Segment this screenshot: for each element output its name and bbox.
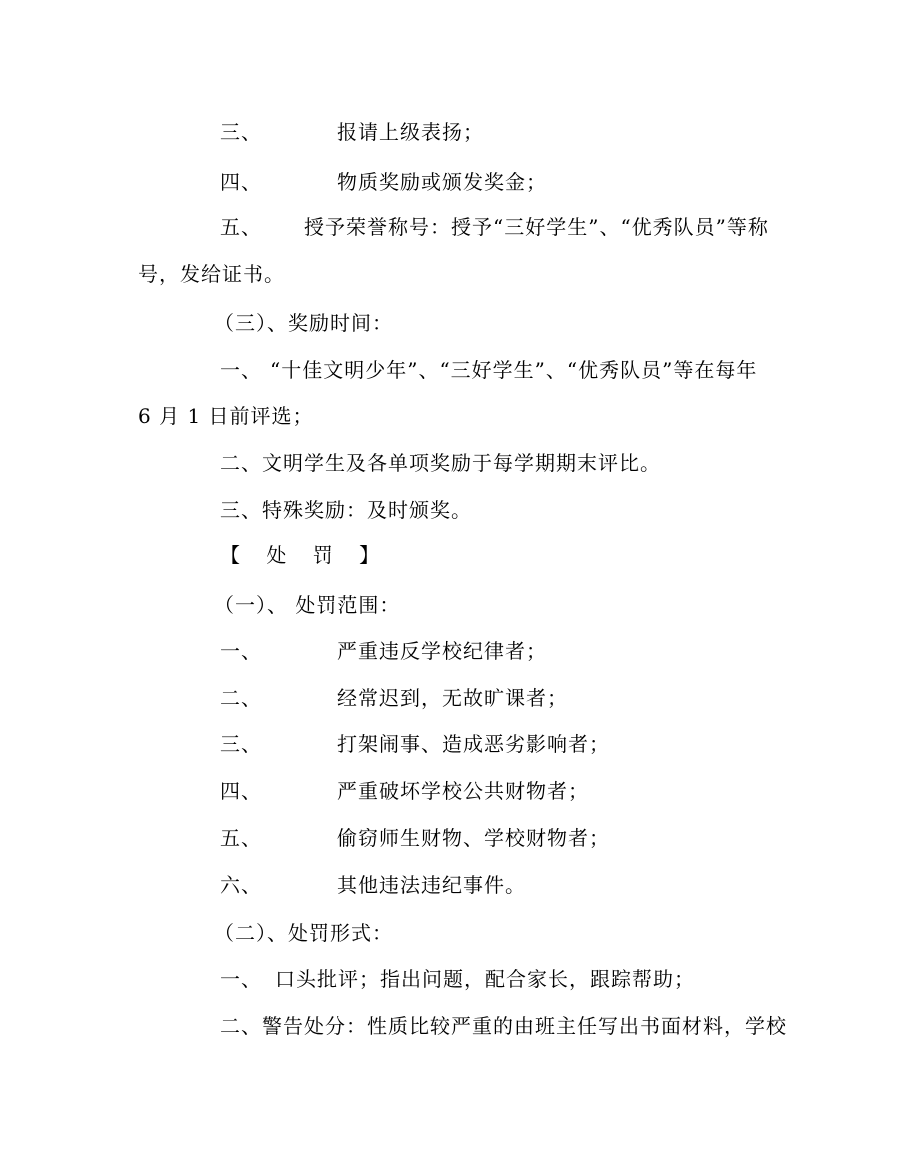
list-number: 五、 <box>220 215 262 239</box>
list-number: 一、 <box>220 967 262 991</box>
section-heading: （一）、 处罚范围： <box>214 593 401 617</box>
section-heading: （三）、奖励时间： <box>214 311 393 335</box>
list-item-text: 严重破坏学校公共财物者； <box>337 779 589 803</box>
section-heading: （二）、处罚形式： <box>214 921 393 945</box>
list-item-continuation: 6 月 1 日前评选； <box>138 404 314 428</box>
list-number: 四、 <box>220 779 262 803</box>
list-item-text: 偷窃师生财物、学校财物者； <box>337 826 610 850</box>
list-item-text: 打架闹事、造成恶劣影响者； <box>337 732 610 756</box>
list-number: 一、 <box>220 358 262 382</box>
list-number: 二、 <box>220 686 262 710</box>
list-item: 二、警告处分：性质比较严重的由班主任写出书面材料，学校 <box>220 1014 787 1038</box>
list-item-text: 其他违法违纪事件。 <box>337 873 526 897</box>
list-number: 三、 <box>220 120 262 144</box>
list-item-text: 口头批评；指出问题，配合家长，跟踪帮助； <box>275 967 695 991</box>
list-number: 三、 <box>220 732 262 756</box>
list-item-text: “十佳文明少年”、“三好学生”、“优秀队员”等在每年 <box>270 358 758 382</box>
list-item-text: 授予荣誉称号：授予“三好学生”、“优秀队员”等称 <box>304 215 769 239</box>
list-number: 四、 <box>220 170 262 194</box>
list-item-text: 经常迟到，无故旷课者； <box>337 686 568 710</box>
list-number: 五、 <box>220 826 262 850</box>
list-item-text: 报请上级表扬； <box>337 120 484 144</box>
list-item-continuation: 号，发给证书。 <box>138 262 285 286</box>
list-item-text: 严重违反学校纪律者； <box>337 639 547 663</box>
section-title: 【 处 罚 】 <box>220 543 390 567</box>
list-item-text: 物质奖励或颁发奖金； <box>337 170 547 194</box>
list-item: 三、特殊奖励：及时颁奖。 <box>220 498 472 522</box>
list-number: 六、 <box>220 873 262 897</box>
list-number: 一、 <box>220 639 262 663</box>
list-item: 二、文明学生及各单项奖励于每学期期末评比。 <box>220 451 661 475</box>
